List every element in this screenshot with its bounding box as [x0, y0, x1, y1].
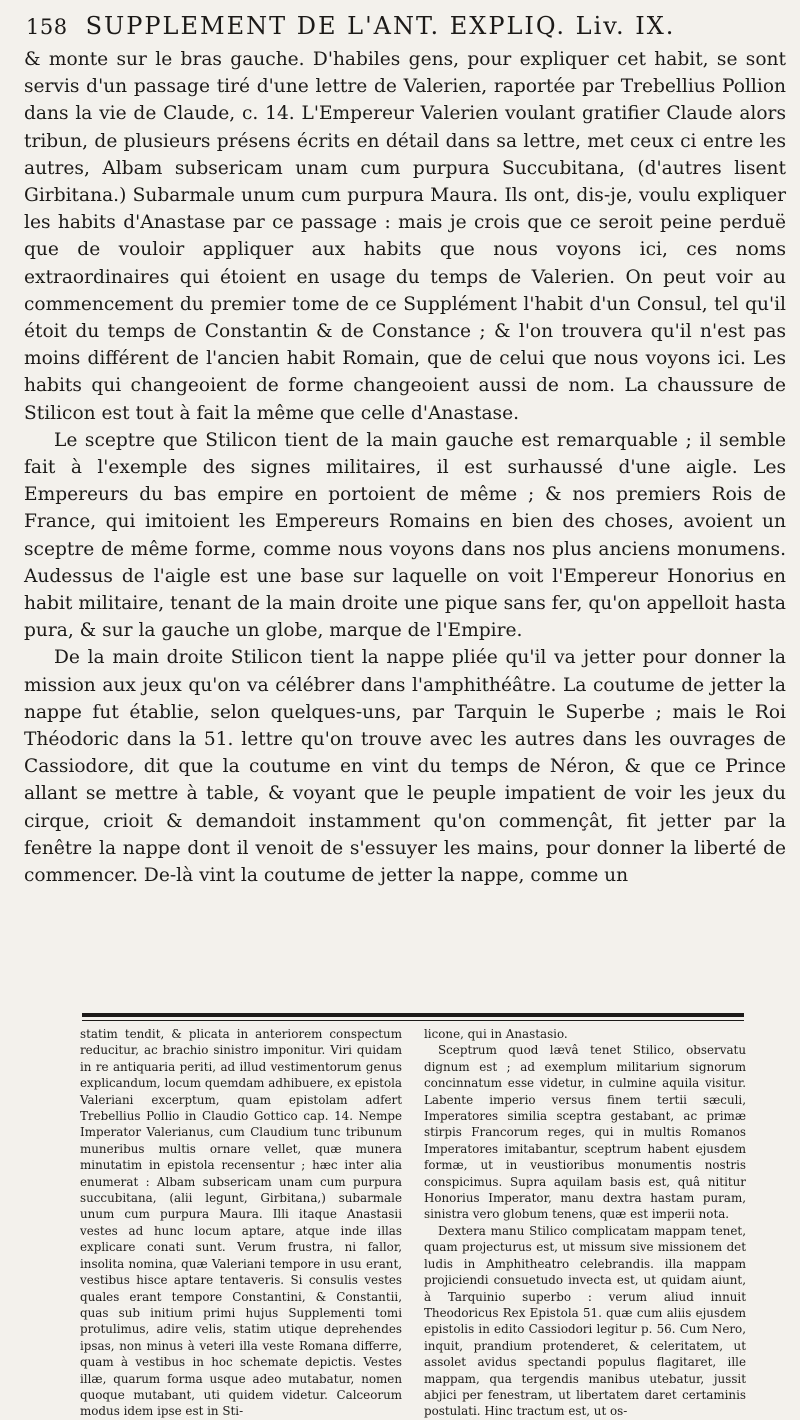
page-header	[26, 12, 786, 46]
footnote-column-left	[80, 1026, 402, 1419]
running-head: SUPPLEMENT DE L'ANT. EXPLIQ. Liv. IX.	[85, 12, 676, 40]
main-text	[24, 46, 786, 996]
footnotes	[80, 1026, 746, 1419]
main-paragraph: De la main droite Stilicon tient la nappe pliée qu'il va jetter pour donner la mission aux jeux qu'on va célébrer dans l'amphithéâtre. La coutume de jetter la nappe fut établie, selon quelques-uns, par Tarquin le Superbe ; mais le Roi Théodoric dans la 51. lettre qu'on trouve avec les autres dans les ouvrages de Cassiodore, dit que la coutume en vint du temps de Néron, & que ce Prince allant se mettre à table, & voyant que le peuple impatient de voir les jeux du cirque, crioit & demandoit instamment qu'on commençât, fit jetter par la fenêtre la nappe dont il venoit de s'essuyer les mains, pour donner la liberté de commencer. De-là vint la coutume de jetter la nappe, comme un	[24, 647, 786, 887]
footnote-paragraph: Sceptrum quod lævâ tenet Stilico, observatu dignum est ; ad exemplum militarium signorum concinnatum esse videtur, in culmine aquila visitur. Labente imperio versus finem tertii sæculi, Imperatores similia sceptra gestabant, ac primæ stirpis Francorum reges, qui in multis Romanos Imperatores imitabantur, sceptrum habent ejusdem formæ, ut in veustioribus monumentis nostris conspicimus. Supra aquilam basis est, quâ nititur Honorius Imperator, manu dextra hastam puram, sinistra vero globum tenens, quæ est imperii nota.	[424, 1043, 746, 1222]
footnote-column-right	[424, 1026, 746, 1419]
main-paragraph: & monte sur le bras gauche. D'habiles gens, pour expliquer cet habit, se sont servis d'un passage tiré d'une lettre de Valerien, raportée par Trebellius Pollion dans la vie de Claude, c. 14. L'Empereur Valerien voulant gratifier Claude alors tribun, de plusieurs présens écrits en détail dans sa lettre, met ceux ci entre les autres, Albam subsericam unam cum purpura Succubitana, (d'autres lisent Girbitana.) Subarmale unum cum purpura Maura. Ils ont, dis-je, voulu expliquer les habits d'Anastase par ce passage : mais je crois que ce seroit peine perduë que de vouloir appliquer aux habits que nous voyons ici, ces noms extraordinaires qui étoient en usage du temps de Valerien. On peut voir au commencement du premier tome de ce Supplément l'habit d'un Consul, tel qu'il étoit du temps de Constantin & de Constance ; & l'on trouvera qu'il n'est pas moins différent de l'ancien habit Romain, que de celui que nous voyons ici. Les habits qui changeoient de forme changeoient aussi de nom. La chaussure de Stilicon est tout à fait la même que celle d'Anastase.	[24, 49, 786, 424]
footnote-paragraph: statim tendit, & plicata in anteriorem conspectum reducitur, ac brachio sinistro imponitur. Viri quidam in re antiquaria periti, ad illud vestimentorum genus explicandum, locum quemdam adhibuere, ex epistola Valeriani excerptum, quam epistolam adfert Trebellius Pollio in Claudio Gottico cap. 14. Nempe Imperator Valerianus, cum Claudium tunc tribunum muneribus multis ornare vellet, quæ munera minutatim in epistola recensentur ; hæc inter alia enumerat : Albam subsericam unam cum purpura succubitana, (alii legunt, Girbitana,) subarmale unum cum purpura Maura. Illi itaque Anastasii vestes ad hunc locum aptare, atque inde illas explicare conati sunt. Verum frustra, ni fallor, insolita nomina, quæ Valeriani tempore in usu erant, vestibus hisce aptare tentaveris. Si consulis vestes quales erant tempore Constantini, & Constantii, quas sub initium primi hujus Supplementi tomi protulimus, adire velis, statim utique deprehendes ipsas, non minus à veteri illa veste Romana differre, quam à vestibus in hoc schemate depictis. Vestes illæ, quarum forma usque adeo mutabatur, nomen quoque mutabant, uti quidem videtur. Calceorum modus idem ipse est in Sti-	[80, 1027, 402, 1419]
footnote-paragraph: licone, qui in Anastasio.	[424, 1027, 568, 1041]
footnote-separator-rule	[82, 1013, 744, 1017]
page-number: 158	[26, 15, 68, 39]
footnote-paragraph: Dextera manu Stilico complicatam mappam tenet, quam projecturus est, ut missum sive missionem det ludis in Amphitheatro celebrandis. illa mappam projiciendi consuetudo invecta est, ut quidam aiunt, à Tarquinio superbo : verum aliud innuit Theodoricus Rex Epistola 51. quæ cum aliis ejusdem epistolis in edito Cassiodori legitur p. 56. Cum Nero, inquit, prandium protenderet, & celeritatem, ut assolet avidus spectandi populus flagitaret, ille mappam, qua tergendis manibus utebatur, jussit abjici per fenestram, ut libertatem daret certaminis postulati. Hinc tractum est, ut os-	[424, 1223, 746, 1419]
main-paragraph: Le sceptre que Stilicon tient de la main gauche est remarquable ; il semble fait à l'exemple des signes militaires, il est surhaussé d'une aigle. Les Empereurs du bas empire en portoient de même ; & nos premiers Rois de France, qui imitoient les Empereurs Romains en bien des choses, avoient un sceptre de même forme, comme nous voyons dans nos plus anciens monumens. Audessus de l'aigle est une base sur laquelle on voit l'Empereur Honorius en habit militaire, tenant de la main droite une pique sans fer, qu'on appelloit hasta pura, & sur la gauche un globe, marque de l'Empire.	[24, 429, 786, 642]
